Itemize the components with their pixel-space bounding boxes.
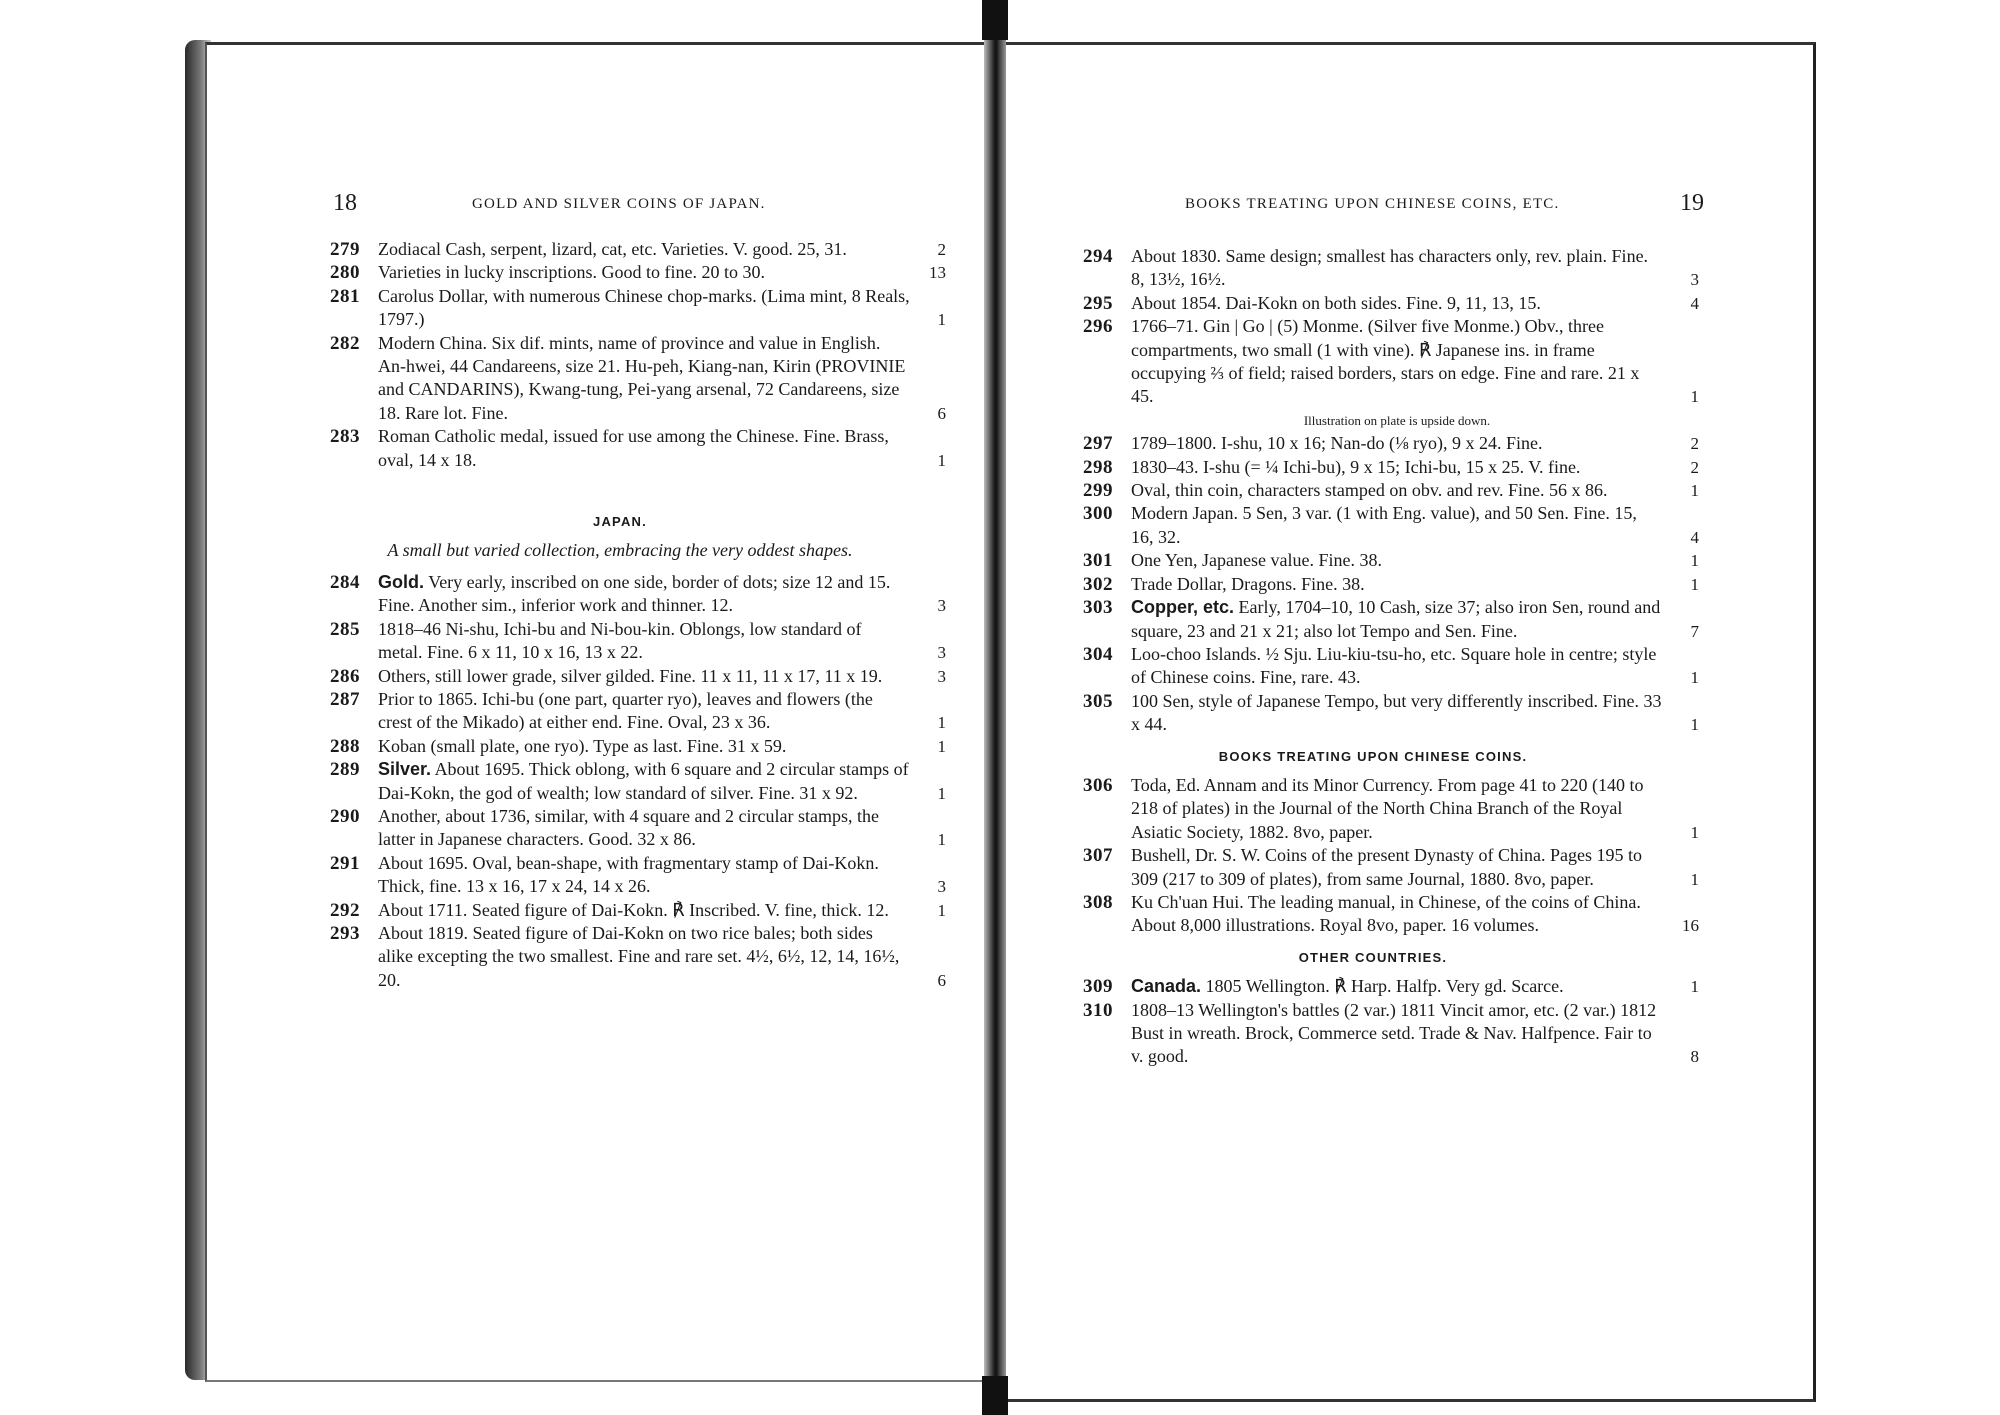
illustration-note: Illustration on plate is upside down. [1303,412,1491,428]
lot-quantity: 1 [1690,668,1699,688]
lot-number: 286 [330,665,360,687]
lot-entry [330,852,946,899]
lot-quantity: 6 [937,970,946,990]
lot-entry [330,332,946,426]
lot-text: Oval, thin coin, characters stamped on obv. and rev. Fine. 56 x 86. [1131,480,1608,501]
lot-text: Others, still lower grade, silver gilded. Fine. 11 x 11, 11 x 17, 11 x 19. [378,665,883,686]
lot-description [378,571,910,618]
lot-entry [330,238,946,261]
lot-category-heading: Copper, etc. [1131,597,1235,618]
lot-number: 282 [330,332,360,354]
lot-quantity: 6 [937,403,946,423]
lot-number: 300 [1083,503,1113,525]
lot-number: 289 [330,759,360,781]
lot-number: 305 [1083,690,1113,712]
lot-entry [1083,999,1699,1069]
lot-quantity: 3 [937,666,946,686]
lot-text: About 1695. Oval, bean-shape, with fragmentary stamp of Dai-Kokn. Thick, fine. 13 x 16, 17 x 24, 14 x 26. [378,852,879,897]
lot-description [378,618,910,665]
lot-quantity: 4 [1690,527,1699,547]
lot-number: 283 [330,426,360,448]
lot-entry [1083,245,1699,292]
lot-quantity: 2 [937,240,946,259]
lot-text: Prior to 1865. Ichi-bu (one part, quarter ryo), leaves and flowers (the crest of the Mikado) at either end. Fine. Oval, 23 x 36. [378,688,873,733]
lot-quantity: 3 [937,596,946,616]
lot-description [1131,975,1663,998]
lot-quantity: 1 [937,736,946,756]
lot-description [378,922,910,992]
lot-number: 297 [1083,433,1113,455]
lot-entry [1083,774,1699,844]
lot-text: About 1819. Seated figure of Dai-Kokn on two rice bales; both sides alike excepting the two smallest. Fine and rare set. 4½, 6½, 12, 14, 16½, 20. [378,922,900,990]
lot-entry [330,665,946,688]
lot-description [1131,502,1663,549]
lot-description [378,285,910,332]
section-title-japan: JAPAN. [593,514,647,530]
lot-category-heading: Silver. [378,759,432,780]
lot-description [378,261,910,284]
lot-number: 290 [330,805,360,827]
lot-description [1131,844,1663,891]
lot-description [1131,643,1663,690]
lot-quantity: 3 [937,643,946,663]
lot-text: 1766–71. Gin | Go | (5) Monme. (Silver five Monme.) Obv., three compartments, two small (1 with vine). ℟ Japanese ins. in frame occupying ⅔ of field; raised borders, stars on edge. Fine and rare. 21 x 45. [1131,316,1640,407]
lot-quantity: 1 [1690,977,1699,997]
lot-text: 1830–43. I-shu (= ¼ Ichi-bu), 9 x 15; Ichi-bu, 15 x 25. V. fine. [1131,456,1581,477]
lot-entry [330,571,946,618]
lot-number: 301 [1083,550,1113,572]
gutter-top [982,0,1008,40]
lot-description [378,238,910,261]
lot-entry [1083,891,1699,938]
lot-quantity: 1 [937,713,946,733]
lot-number: 309 [1083,976,1113,998]
right-entries [1083,245,1699,1069]
lot-category-heading: Gold. [378,571,424,592]
lot-entry [1083,573,1699,596]
lot-entry [330,688,946,735]
lot-text: 1805 Wellington. ℟ Harp. Halfp. Very gd. Scarce. [1205,976,1564,997]
lot-description [1131,596,1663,643]
lot-number: 293 [330,922,360,944]
lot-entry [330,285,946,332]
lot-text: Varieties in lucky inscriptions. Good to fine. 20 to 30. [378,262,765,283]
lot-number: 291 [330,852,360,874]
lot-quantity: 16 [1682,916,1699,936]
lot-quantity: 1 [937,450,946,470]
lot-entry [1083,479,1699,502]
lot-text: Early, 1704–10, 10 Cash, size 37; also iron Sen, round and square, 23 and 21 x 21; also lot Tempo and Sen. Fine. [1131,597,1661,641]
lot-number: 280 [330,262,360,284]
lot-text: Zodiacal Cash, serpent, lizard, cat, etc. Varieties. V. good. 25, 31. [378,239,847,259]
lot-entry [1083,975,1699,998]
lot-description [1131,432,1663,455]
lot-description [1131,774,1663,844]
lot-text: About 1711. Seated figure of Dai-Kokn. ℟ Inscribed. V. fine, thick. 12. [378,899,889,920]
lot-entry [330,899,946,922]
lot-entry [330,735,946,758]
lot-quantity: 2 [1690,457,1699,477]
lot-description [1131,690,1663,737]
lot-text: Koban (small plate, one ryo). Type as last. Fine. 31 x 59. [378,735,787,756]
lot-entry [1083,596,1699,643]
lot-description [378,758,910,805]
lot-text: Very early, inscribed on one side, border of dots; size 12 and 15. Fine. Another sim., inferior work and thinner. 12. [378,571,891,616]
lot-description [378,665,910,688]
lot-text: Loo-choo Islands. ½ Sju. Liu-kiu-tsu-ho, etc. Square hole in centre; style of Chinese coins. Fine, rare. 43. [1131,643,1657,688]
lot-entry [330,618,946,665]
lot-text: Roman Catholic medal, issued for use among the Chinese. Fine. Brass, oval, 14 x 18. [378,426,889,470]
lot-number: 310 [1083,999,1113,1021]
book-gutter [984,0,1006,1415]
lot-entry [1083,844,1699,891]
lot-text: Modern Japan. 5 Sen, 3 var. (1 with Eng. value), and 50 Sen. Fine. 15, 16, 32. [1131,503,1637,547]
lot-entry [1083,292,1699,315]
lot-text: Another, about 1736, similar, with 4 square and 2 circular stamps, the latter in Japanese characters. Good. 32 x 86. [378,805,879,850]
lot-text: 1818–46 Ni-shu, Ichi-bu and Ni-bou-kin. Oblongs, low standard of metal. Fine. 6 x 11, 10 x 16, 13 x 22. [378,618,862,663]
lot-text: Trade Dollar, Dragons. Fine. 38. [1131,573,1365,594]
lot-number: 295 [1083,292,1113,314]
lot-quantity: 1 [1690,869,1699,889]
lot-description [378,425,910,472]
lot-number: 287 [330,688,360,710]
lot-description [1131,999,1663,1069]
lot-quantity: 1 [937,783,946,803]
lot-description [1131,456,1663,479]
lot-number: 308 [1083,891,1113,913]
lot-number: 288 [330,735,360,757]
gutter-bottom [982,1376,1008,1415]
lot-number: 292 [330,899,360,921]
lot-number: 296 [1083,316,1113,338]
lot-entry [1083,502,1699,549]
lot-text: 1808–13 Wellington's battles (2 var.) 1811 Vincit amor, etc. (2 var.) 1812 Bust in wreath. Brock, Commerce setd. Trade & Nav. Halfpence. Fair to v. good. [1131,999,1657,1067]
right-page-number: 19 [1680,190,1704,216]
lot-number: 302 [1083,573,1113,595]
section-title-books: BOOKS TREATING UPON CHINESE COINS. [1218,748,1528,764]
lot-quantity: 1 [1690,822,1699,842]
lot-description [378,852,910,899]
lot-quantity: 7 [1690,621,1699,641]
lot-entry [330,758,946,805]
lot-description [378,688,910,735]
lot-number: 299 [1083,480,1113,502]
lot-text: Modern China. Six dif. mints, name of province and value in English. An-hwei, 44 Candareens, size 21. Hu-peh, Kiang-nan, Kirin (PROVINIE and CANDARINS), Kwang-tung, Pei-yang arsenal, 72 Candareens, size 18. Rare lot. Fine. [378,332,906,423]
lot-description [1131,245,1663,292]
lot-number: 285 [330,618,360,640]
left-entries [330,238,946,992]
lot-description [1131,292,1663,315]
lot-description [1131,549,1663,572]
lot-description [378,735,910,758]
lot-text: About 1854. Dai-Kokn on both sides. Fine. 9, 11, 13, 15. [1131,292,1541,313]
lot-description [1131,479,1663,502]
lot-text: About 1695. Thick oblong, with 6 square and 2 circular stamps of Dai-Kokn, the god of wealth; low standard of silver. Fine. 31 x 92. [378,759,909,803]
lot-number: 307 [1083,845,1113,867]
lot-description [378,899,910,922]
section-title-other-countries: OTHER COUNTRIES. [1298,949,1448,965]
lot-text: Bushell, Dr. S. W. Coins of the present Dynasty of China. Pages 195 to 309 (217 to 309 of plates), from same Journal, 1880. 8vo, paper. [1131,845,1642,889]
lot-description [1131,315,1663,409]
lot-entry [1083,456,1699,479]
lot-quantity: 3 [937,877,946,897]
lot-entry [1083,643,1699,690]
lot-text: About 1830. Same design; smallest has characters only, rev. plain. Fine. 8, 13½, 16½. [1131,246,1649,290]
right-running-header: BOOKS TREATING UPON CHINESE COINS, ETC. [1185,196,1560,212]
lot-quantity: 1 [1690,551,1699,571]
left-page-number: 18 [333,190,357,216]
lot-number: 298 [1083,456,1113,478]
lot-quantity: 1 [937,900,946,920]
lot-quantity: 4 [1690,293,1699,313]
lot-quantity: 8 [1690,1047,1699,1067]
lot-quantity: 13 [929,263,946,283]
lot-text: 100 Sen, style of Japanese Tempo, but very differently inscribed. Fine. 33 x 44. [1131,690,1662,735]
lot-text: Carolus Dollar, with numerous Chinese chop-marks. (Lima mint, 8 Reals, 1797.) [378,285,910,330]
lot-entry [1083,549,1699,572]
lot-entry [1083,690,1699,737]
lot-text: Ku Ch'uan Hui. The leading manual, in Chinese, of the coins of China. About 8,000 illustrations. Royal 8vo, paper. 16 volumes. [1131,891,1641,936]
lot-description [378,805,910,852]
lot-category-heading: Canada. [1131,976,1202,997]
left-running-header: GOLD AND SILVER COINS OF JAPAN. [472,196,766,212]
lot-entry [330,425,946,472]
lot-number: 284 [330,571,360,593]
lot-quantity: 1 [937,830,946,850]
lot-quantity: 1 [1690,574,1699,594]
lot-entry [330,805,946,852]
lot-quantity: 1 [1690,387,1699,407]
lot-quantity: 1 [1690,715,1699,735]
lot-entry [330,922,946,992]
lot-number: 306 [1083,774,1113,796]
lot-entry [1083,315,1699,409]
section-subtitle-japan: A small but varied collection, embracing the very oddest shapes. [387,540,853,561]
lot-number: 294 [1083,246,1113,267]
lot-quantity: 1 [1690,481,1699,501]
lot-entry [330,261,946,284]
lot-quantity: 2 [1690,434,1699,454]
lot-text: One Yen, Japanese value. Fine. 38. [1131,550,1382,571]
lot-quantity: 3 [1690,270,1699,290]
lot-text: Toda, Ed. Annam and its Minor Currency. From page 41 to 220 (140 to 218 of plates) in the Journal of the North China Branch of the Royal Asiatic Society, 1882. 8vo, paper. [1131,774,1644,842]
lot-quantity: 1 [937,310,946,330]
lot-number: 304 [1083,643,1113,665]
lot-number: 279 [330,239,360,260]
lot-description [378,332,910,426]
lot-description [1131,573,1663,596]
lot-entry [1083,432,1699,455]
lot-number: 303 [1083,597,1113,619]
lot-description [1131,891,1663,938]
lot-text: 1789–1800. I-shu, 10 x 16; Nan-do (⅛ ryo), 9 x 24. Fine. [1131,433,1543,454]
lot-number: 281 [330,285,360,307]
